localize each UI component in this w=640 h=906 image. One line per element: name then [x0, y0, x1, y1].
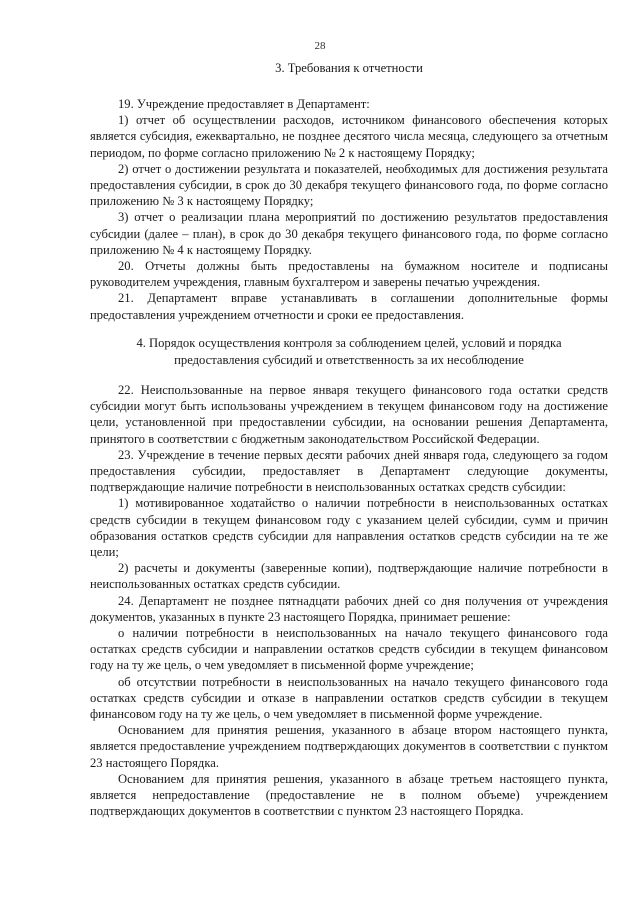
section-4-body: [90, 382, 608, 819]
page-number: 28: [314, 40, 326, 52]
paragraph-23: 23. Учреждение в течение первых десяти рабочих дней января года, следующего за годом предоставления субсидии, предоставляет в Департамент следующие документы, подтверждающие наличие потребности в неиспользованных остатках средств субсидии:: [90, 447, 608, 495]
paragraph-20: 20. Отчеты должны быть предоставлены на бумажном носителе и подписаны руководителем учреждения, главным бухгалтером и заверены печатью учреждения.: [90, 259, 608, 290]
paragraph-22: 22. Неиспользованные на первое января текущего финансового года остатки средств субсидии могут быть использованы учреждением в текущем финансовом году на достижение цели, установленной при предоставлении субсидии, на основании решения Департамента, принятого в соответствии с бюджетным законодательством Российской Федерации.: [90, 383, 608, 446]
paragraph-19: 19. Учреждение предоставляет в Департамент:: [118, 97, 370, 111]
paragraph-24-basis-2: Основанием для принятия решения, указанного в абзаце третьем настоящего пункта, является непредоставление (предоставление не в полном объеме) учреждением подтверждающих документов в соответствии с пунктом 23 настоящего Порядка.: [90, 771, 608, 819]
paragraph-19-item-3: 3) отчет о реализации плана мероприятий по достижению результатов предоставления субсидии (далее – план), в срок до 30 декабря текущего финансового года, по форме согласно приложению № 4 к настоящему Порядку.: [90, 210, 608, 257]
paragraph-24: 24. Департамент не позднее пятнадцати рабочих дней со дня получения от учреждения документов, указанных в пункте 23 настоящего Порядка, принимает решение:: [90, 593, 608, 624]
section-4-heading: [90, 335, 608, 369]
section-3-body: [90, 96, 608, 323]
paragraph-19-item-2: 2) отчет о достижении результата и показателей, необходимых для достижения результата предоставления субсидии, в срок до 30 декабря текущего финансового года, по форме согласно приложению № 3 к настоящему Порядку;: [90, 161, 608, 209]
section-3-title: 3. Требования к отчетности: [275, 61, 423, 75]
paragraph-23-item-2: 2) расчеты и документы (заверенные копии), подтверждающие наличие потребности в неиспользованных остатках средств субсидии.: [90, 561, 608, 592]
paragraph-24-option-2: об отсутствии потребности в неиспользованных на начало текущего финансового года остатках средств субсидии и отказе в направлении остатков средств субсидии в текущем финансовом году на ту же цель, о чем уведомляет в письменной форме учреждение.: [90, 674, 608, 722]
paragraph-21: 21. Департамент вправе устанавливать в соглашении дополнительные формы предоставления учреждением отчетности и сроки ее предоставления.: [90, 291, 608, 322]
section-4-title-line-1: 4. Порядок осуществления контроля за соблюдением целей, условий и порядка: [136, 336, 562, 350]
section-4-title-line-2: предоставления субсидий и ответственность за их несоблюдение: [174, 353, 524, 367]
paragraph-24-basis-1: Основанием для принятия решения, указанного в абзаце втором настоящего пункта, является предоставление учреждением подтверждающих документов в соответствии с пунктом 23 настоящего Порядка.: [90, 723, 608, 770]
paragraph-24-option-1: о наличии потребности в неиспользованных на начало текущего финансового года остатках средств субсидии и направлении остатков средств субсидии в текущем финансовом году на ту же цель, о чем уведомляет в письменной форме учреждение;: [90, 626, 608, 673]
paragraph-23-item-1: 1) мотивированное ходатайство о наличии потребности в неиспользованных остатках средств субсидии в текущем финансовом году с указанием целей субсидии, сумм и причин образования остатков средств субсидии для направления остатков средств субсидии на те же цели;: [90, 496, 608, 560]
section-3-heading: [90, 60, 608, 77]
paragraph-19-item-1: 1) отчет об осуществлении расходов, источником финансового обеспечения которых является субсидия, ежеквартально, не позднее десятого числа месяца, следующего за отчетным периодом, по форме согласно приложению № 2 к настоящему Порядку;: [90, 113, 608, 160]
